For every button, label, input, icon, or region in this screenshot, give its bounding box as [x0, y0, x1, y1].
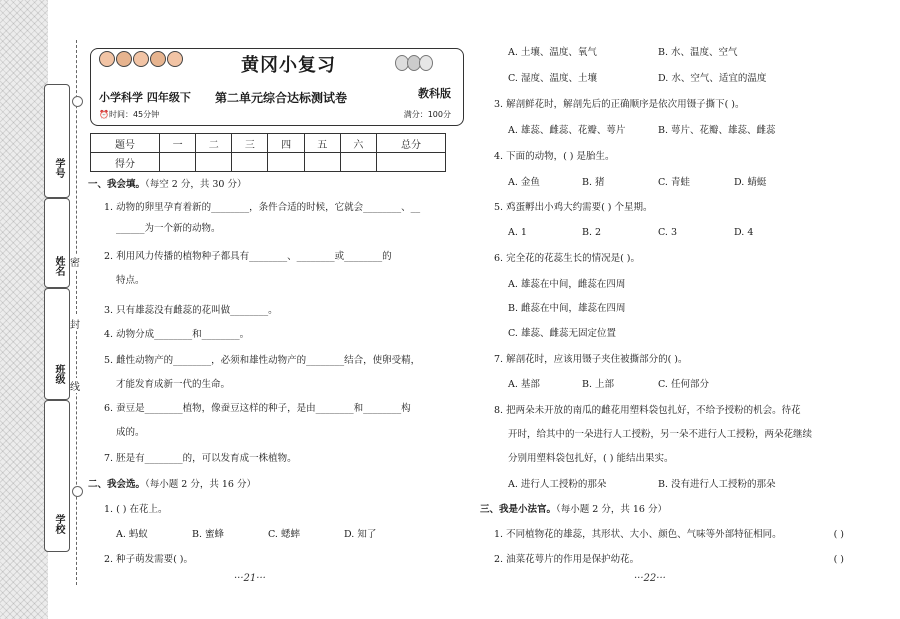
judge-question-text: 1. 不同植物花的雄蕊，其形状、大小、颜色、气味等外部特征相同。	[494, 529, 782, 540]
time-limit	[99, 109, 159, 120]
choice-question-8-cont[interactable]: 分别用塑料袋包扎好，( ) 能结出果实。	[508, 453, 674, 464]
edition-label: 教科版	[418, 87, 451, 100]
choice-option[interactable]: B. 雌蕊在中间，雄蕊在四周	[508, 303, 626, 314]
binding-hole	[72, 96, 83, 107]
subject-grade: 小学科学 四年级下	[99, 91, 191, 104]
binding-strip-pattern	[0, 0, 48, 619]
table-cell: 总分	[376, 134, 445, 153]
choice-option[interactable]: A. 金鱼	[508, 177, 540, 188]
full-score: 满分：100分	[403, 110, 451, 119]
table-cell: 五	[304, 134, 340, 153]
table-cell: 一	[160, 134, 196, 153]
choice-question-5[interactable]: 5. 鸡蛋孵出小鸡大约需要( ) 个星期。	[494, 202, 653, 213]
answer-parentheses[interactable]: ( )	[833, 529, 844, 540]
choice-question-2[interactable]: 2. 种子萌发需要( )。	[104, 554, 194, 565]
choice-option[interactable]: B. 上部	[582, 379, 615, 390]
judge-question-1	[494, 528, 844, 542]
choice-option[interactable]: C. 湿度、温度、土壤	[508, 73, 597, 84]
kids-illustration	[99, 51, 184, 67]
page-number-right: ···22···	[634, 573, 666, 584]
choice-option[interactable]: A. 进行人工授粉的那朵	[508, 479, 607, 490]
name-label: 姓名	[53, 256, 64, 276]
choice-option[interactable]: B. 猪	[582, 177, 605, 188]
score-input-cell[interactable]	[376, 153, 445, 172]
score-table-score-row	[91, 153, 446, 172]
seal-char-1: 密	[70, 254, 80, 269]
choice-option[interactable]: B. 没有进行人工授粉的那朵	[658, 479, 776, 490]
question-3[interactable]: 3. 只有雄蕊没有雌蕊的花叫做________。	[104, 305, 278, 316]
time-text: 时间：45分钟	[108, 110, 160, 119]
choice-question-1[interactable]: 1. ( ) 在花上。	[104, 504, 168, 515]
id-box[interactable]	[44, 84, 70, 198]
table-cell: 二	[196, 134, 232, 153]
choice-option[interactable]: D. 4	[734, 227, 754, 238]
choice-question-4[interactable]: 4. 下面的动物，( ) 是胎生。	[494, 151, 615, 162]
page-number-text: 22	[643, 573, 657, 584]
exam-header	[90, 48, 464, 126]
score-input-cell[interactable]	[268, 153, 304, 172]
section-title: 二、我会选。	[88, 479, 146, 490]
choice-question-8[interactable]: 8. 把两朵未开放的南瓜的雌花用塑料袋包扎好，不给予授粉的机会。待花	[494, 405, 801, 416]
choice-option[interactable]: B. 2	[582, 227, 602, 238]
table-cell: 得分	[91, 153, 160, 172]
question-5-cont: 才能发育成新一代的生命。	[116, 379, 231, 390]
choice-option[interactable]: B. 蜜蜂	[192, 529, 225, 540]
choice-option[interactable]: D. 知了	[344, 529, 377, 540]
table-cell: 四	[268, 134, 304, 153]
question-6-cont: 成的。	[116, 427, 145, 438]
section-title: 三、我是小法官。	[480, 504, 557, 515]
choice-option[interactable]: A. 基部	[508, 379, 540, 390]
score-input-cell[interactable]	[196, 153, 232, 172]
choice-option[interactable]: A. 蚂蚁	[116, 529, 148, 540]
binding-hole	[72, 486, 83, 497]
choice-option[interactable]: B. 水、温度、空气	[658, 47, 738, 58]
choice-option[interactable]: D. 蜻蜓	[734, 177, 767, 188]
page-number-left: ···21···	[234, 573, 266, 584]
choice-option[interactable]: A. 雄蕊在中间，雌蕊在四周	[508, 279, 626, 290]
section-note: （每小题 2 分，共 16 分）	[145, 479, 256, 490]
score-table-header-row	[91, 134, 446, 153]
seal-char-3: 线	[70, 378, 80, 393]
question-2[interactable]: 2. 利用风力传播的植物种子都具有________、________或________的	[104, 251, 392, 262]
choice-option[interactable]: C. 青蛙	[658, 177, 690, 188]
kid-face-icon	[150, 51, 166, 67]
question-6[interactable]: 6. 蚕豆是________植物，像蚕豆这样的种子，是由________和________构	[104, 403, 411, 414]
seal-line	[76, 40, 77, 585]
choice-question-3[interactable]: 3. 解剖鲜花时，解剖先后的正确顺序是依次用镊子撕下( )。	[494, 99, 745, 110]
score-input-cell[interactable]	[304, 153, 340, 172]
question-1-cont[interactable]: ______为一个新的动物。	[116, 223, 221, 234]
score-input-cell[interactable]	[340, 153, 376, 172]
question-5[interactable]: 5. 雌性动物产的________，必须和雄性动物产的________结合，使卵受精，	[104, 355, 421, 366]
choice-option[interactable]: C. 蟋蟀	[268, 529, 300, 540]
score-input-cell[interactable]	[160, 153, 196, 172]
kid-face-icon	[99, 51, 115, 67]
section-3-heading	[480, 503, 667, 517]
class-label: 班级	[53, 364, 64, 384]
choice-question-6[interactable]: 6. 完全花的花蕊生长的情况是( )。	[494, 253, 641, 264]
brand-logo: 黄冈小复习	[241, 55, 336, 76]
answer-parentheses[interactable]: ( )	[833, 554, 844, 565]
table-cell: 六	[340, 134, 376, 153]
table-cell: 三	[232, 134, 268, 153]
kid-face-icon	[133, 51, 149, 67]
section-1-heading	[88, 178, 246, 192]
question-7[interactable]: 7. 胚是有________的，可以发育成一株植物。	[104, 453, 297, 464]
question-1[interactable]: 1. 动物的卵里孕育着新的________，条件合适的时候，它就会________、__	[104, 202, 421, 213]
choice-option[interactable]: A. 雄蕊、雌蕊、花瓣、萼片	[508, 125, 626, 136]
page-number-text: 21	[243, 573, 257, 584]
section-title: 一、我会填。	[88, 179, 146, 190]
section-2-heading	[88, 478, 256, 492]
choice-question-7[interactable]: 7. 解剖花时，应该用镊子夹住被撕部分的( )。	[494, 354, 688, 365]
kid-face-icon	[167, 51, 183, 67]
choice-option[interactable]: D. 水、空气、适宜的温度	[658, 73, 767, 84]
kid-face-icon	[116, 51, 132, 67]
judge-question-text: 2. 油菜花萼片的作用是保护幼花。	[494, 554, 640, 565]
question-2-cont: 特点。	[116, 275, 145, 286]
choice-question-8-cont: 开时，给其中的一朵进行人工授粉，另一朵不进行人工授粉，两朵花继续	[508, 429, 813, 440]
score-input-cell[interactable]	[232, 153, 268, 172]
judge-question-2	[494, 553, 844, 567]
id-label: 学号	[53, 158, 64, 178]
balloon-icon	[419, 55, 433, 71]
school-label: 学校	[53, 514, 64, 534]
table-cell: 题号	[91, 134, 160, 153]
choice-option[interactable]: A. 1	[508, 227, 527, 238]
choice-option[interactable]: A. 土壤、温度、氧气	[508, 47, 597, 58]
clock-icon: ⏰	[99, 110, 109, 119]
section-note: （每空 2 分，共 30 分）	[145, 179, 247, 190]
choice-option[interactable]: C. 任何部分	[658, 379, 709, 390]
question-4[interactable]: 4. 动物分成________和________。	[104, 329, 250, 340]
exam-title: 第二单元综合达标测试卷	[215, 91, 348, 105]
score-table	[90, 133, 446, 172]
choice-option[interactable]: C. 雄蕊、雌蕊无固定位置	[508, 328, 616, 339]
seal-char-2: 封	[70, 316, 80, 331]
section-note: （每小题 2 分，共 16 分）	[556, 504, 667, 515]
choice-option[interactable]: B. 萼片、花瓣、雄蕊、雌蕊	[658, 125, 776, 136]
balloons-illustration	[397, 55, 433, 71]
choice-option[interactable]: C. 3	[658, 227, 678, 238]
